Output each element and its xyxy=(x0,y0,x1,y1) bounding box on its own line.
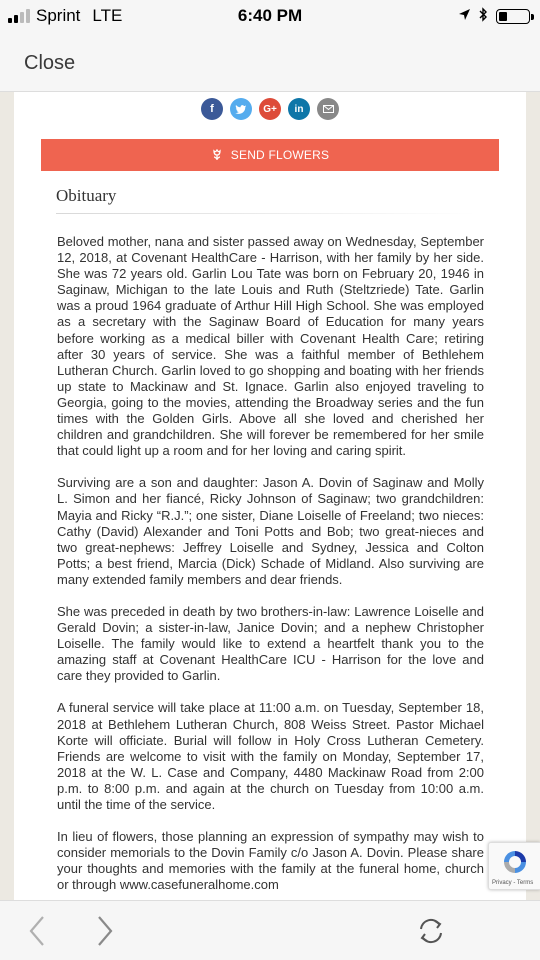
flower-icon xyxy=(211,149,223,161)
bluetooth-icon xyxy=(479,7,488,26)
nav-bar xyxy=(0,34,540,92)
email-icon[interactable] xyxy=(317,98,339,120)
refresh-icon[interactable] xyxy=(416,915,446,952)
status-right xyxy=(458,7,530,26)
status-bar xyxy=(0,0,540,34)
google-plus-icon[interactable]: G+ xyxy=(259,98,281,120)
obituary-paragraph: She was preceded in death by two brothers-in-law: Lawrence Loiselle and Gerald Dovin; a sister-in-law, Janice Dovin; and a nephew Christopher Loiselle. The family would like to extend a heartfelt thank you to the amazing staff at Covenant HealthCare ICU - Harrison for the love and care they provided to Garlin. xyxy=(57,603,484,684)
obituary-paragraph: A funeral service will take place at 11:00 a.m. on Tuesday, September 18, 2018 at Bethlehem Lutheran Church, 808 Weiss Street. Pastor Michael Korte will officiate. Burial will follow in Holy Cross Lutheran Cemetery. Friends are welcome to visit with the family on Monday, September 17, 2018 at the W. L. Case and Company, 4480 Mackinaw Road from 2:00 p.m. to 8:00 p.m. and again at the church on Tuesday from 10:00 a.m. until the time of the service. xyxy=(57,700,484,812)
obituary-paragraph: In lieu of flowers, those planning an expression of sympathy may wish to consider memorials to the Dovin Family c/o Jason A. Dovin. Please share your thoughts and memories with the family at the funeral home, church or through www.casefuneralhome.com xyxy=(57,829,484,893)
linkedin-icon[interactable]: in xyxy=(288,98,310,120)
carrier-name: Sprint xyxy=(36,6,81,25)
location-arrow-icon xyxy=(458,8,471,25)
obituary-heading: Obituary xyxy=(56,186,117,205)
close-button[interactable]: Close xyxy=(24,52,76,74)
status-time: 6:40 PM xyxy=(237,6,303,25)
recaptcha-links[interactable]: Privacy - Terms xyxy=(492,880,534,886)
obituary-text xyxy=(57,234,484,909)
forward-chevron-icon[interactable] xyxy=(96,915,114,952)
back-chevron-icon[interactable] xyxy=(28,915,46,952)
recaptcha-badge[interactable] xyxy=(488,842,540,890)
send-flowers-button[interactable] xyxy=(41,139,499,171)
recaptcha-icon xyxy=(502,849,528,880)
obituary-paragraph: Beloved mother, nana and sister passed away on Wednesday, September 12, 2018, at Covenant HealthCare - Harrison, with her family by her side. She was 72 years old. Garlin Lou Tate was born on February 20, 1946 in Saginaw, Michigan to the late Louis and Ruth (Steltzriede) Tate. Garlin was a proud 1964 graduate of Arthur Hill High School. She was employed as a secretary with the Saginaw Board of Education for many years before working as a medical biller with Covenant Health Care; retiring after 30 years of service. She was a faithful member of Bethlehem Lutheran Church. Garlin loved to go shopping and boating with her friends up state to Mackinaw and St. Ignace. Garlin also enjoyed traveling to Georgia, going to the movies, attending the Broadway series and the fun times with the Golden Girls. Above all she loved and cherished her children and grandchildren. She will forever be remembered for her smile that could light up a room and for her loving and caring spirit. xyxy=(57,234,484,459)
heading-divider xyxy=(56,213,476,214)
send-flowers-label: SEND FLOWERS xyxy=(230,148,330,162)
battery-icon xyxy=(496,9,530,24)
twitter-icon[interactable] xyxy=(230,98,252,120)
bottom-toolbar xyxy=(0,900,540,960)
share-buttons xyxy=(0,98,540,120)
facebook-icon[interactable]: f xyxy=(201,98,223,120)
obituary-paragraph: Surviving are a son and daughter: Jason A. Dovin of Saginaw and Molly L. Simon and her fiancé, Ricky Johnson of Saginaw; two grandchildren: Mayia and Ricky “R.J.”; one sister, Diane Loiselle of Freeland; two nieces: Cathy (David) Alexander and Toni Potts and Bob; two great-nieces and two great-nephews: Jeffrey Loiselle and Sydney, Jessica and Colton Potts; a best friend, Marcia (Dick) Schade of Midland. Also surviving are many extended family members and dear friends. xyxy=(57,475,484,587)
network-type: LTE xyxy=(92,6,123,25)
